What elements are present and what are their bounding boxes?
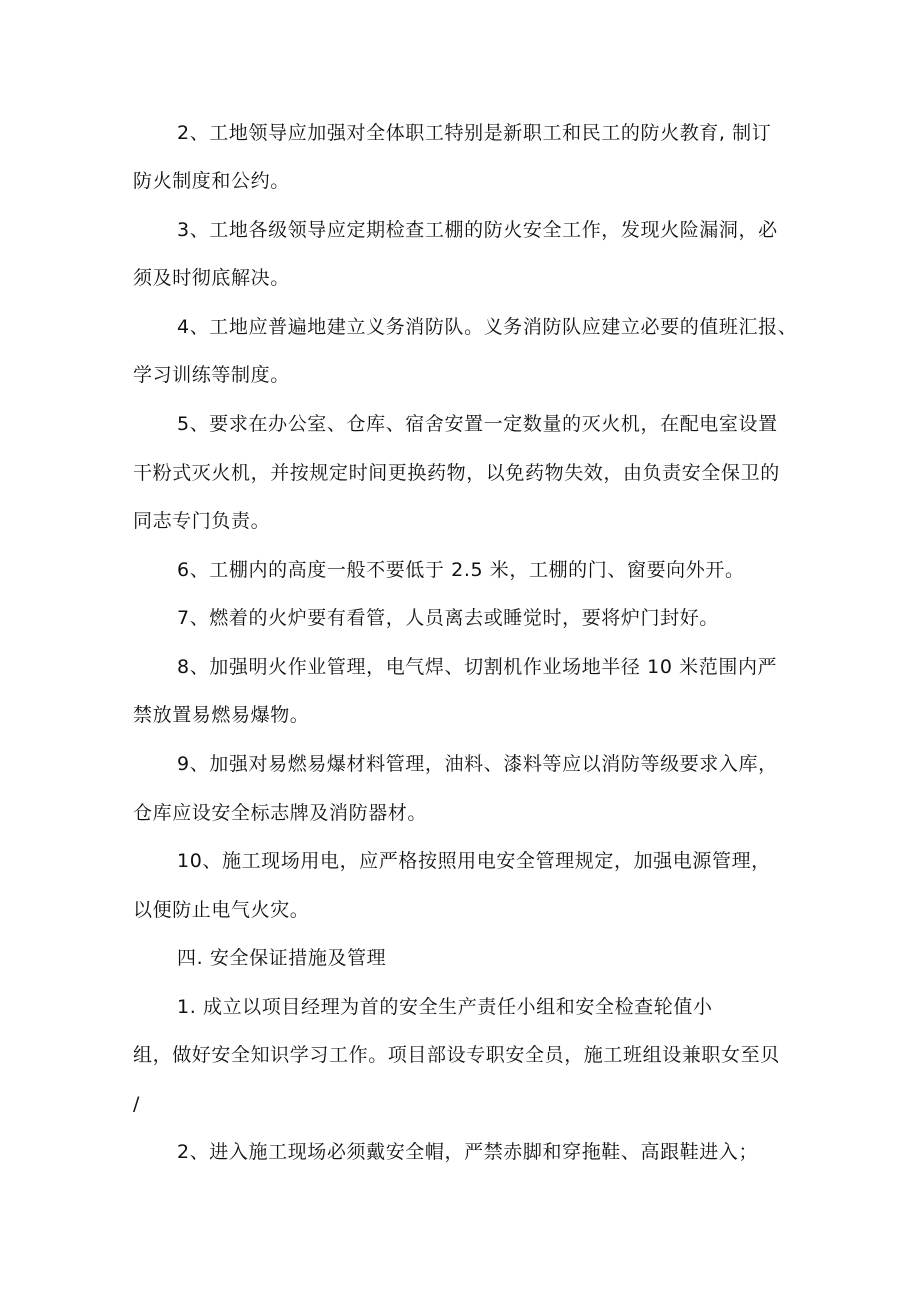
item-4-line-1: 4、工地应普遍地建立义务消防队。义务消防队应建立必要的值班汇报、 (177, 316, 798, 338)
item-9-line-2: 仓库应设安全标志牌及消防器材。 (133, 802, 428, 824)
item-3-line-1: 3、工地各级领导应定期检查工棚的防火安全工作，发现火险漏洞，必 (177, 219, 778, 241)
section-item-2-line-1: 2、进入施工现场必须戴安全帽，严禁赤脚和穿拖鞋、高跟鞋进入； (177, 1141, 759, 1163)
item-5-line-2: 干粉式灭火机，并按规定时间更换药物，以免药物失效，由负责安全保卫的 (133, 462, 780, 484)
item-8-line-1: 8、加强明火作业管理，电气焊、切割机作业场地半径 10 米范围内严 (177, 656, 778, 678)
item-5-line-3: 同志专门负责。 (133, 510, 271, 532)
item-9-line-1: 9、加强对易燃易爆材料管理，油料、漆料等应以消防等级要求入库， (177, 753, 778, 775)
section-heading: 四. 安全保证措施及管理 (177, 947, 387, 969)
item-6-line-1: 6、工棚内的高度一般不要低于 2.5 米，工棚的门、窗要向外开。 (177, 559, 745, 581)
section-item-1-line-2: 组，做好安全知识学习工作。项目部设专职安全员，施工班组设兼职女至贝 (133, 1044, 780, 1066)
section-item-1-line-3: / (133, 1093, 141, 1115)
item-2-line-2: 防火制度和公约。 (133, 170, 290, 192)
item-4-line-2: 学习训练等制度。 (133, 364, 290, 386)
section-item-1-line-1: 1. 成立以项目经理为首的安全生产责任小组和安全检查轮值小 (177, 996, 713, 1018)
item-2-line-1: 2、工地领导应加强对全体职工特别是新职工和民工的防火教育, 制订 (177, 122, 772, 144)
item-3-line-2: 须及时彻底解决。 (133, 267, 290, 289)
item-10-line-2: 以便防止电气火灾。 (133, 899, 310, 921)
item-10-line-1: 10、施工现场用电，应严格按照用电安全管理规定，加强电源管理， (177, 850, 771, 872)
item-7-line-1: 7、燃着的火炉要有看管，人员离去或睡觉时，要将炉门封好。 (177, 607, 719, 629)
item-5-line-1: 5、要求在办公室、仓库、宿舍安置一定数量的灭火机，在配电室设置 (177, 413, 778, 435)
item-8-line-2: 禁放置易燃易爆物。 (133, 704, 310, 726)
